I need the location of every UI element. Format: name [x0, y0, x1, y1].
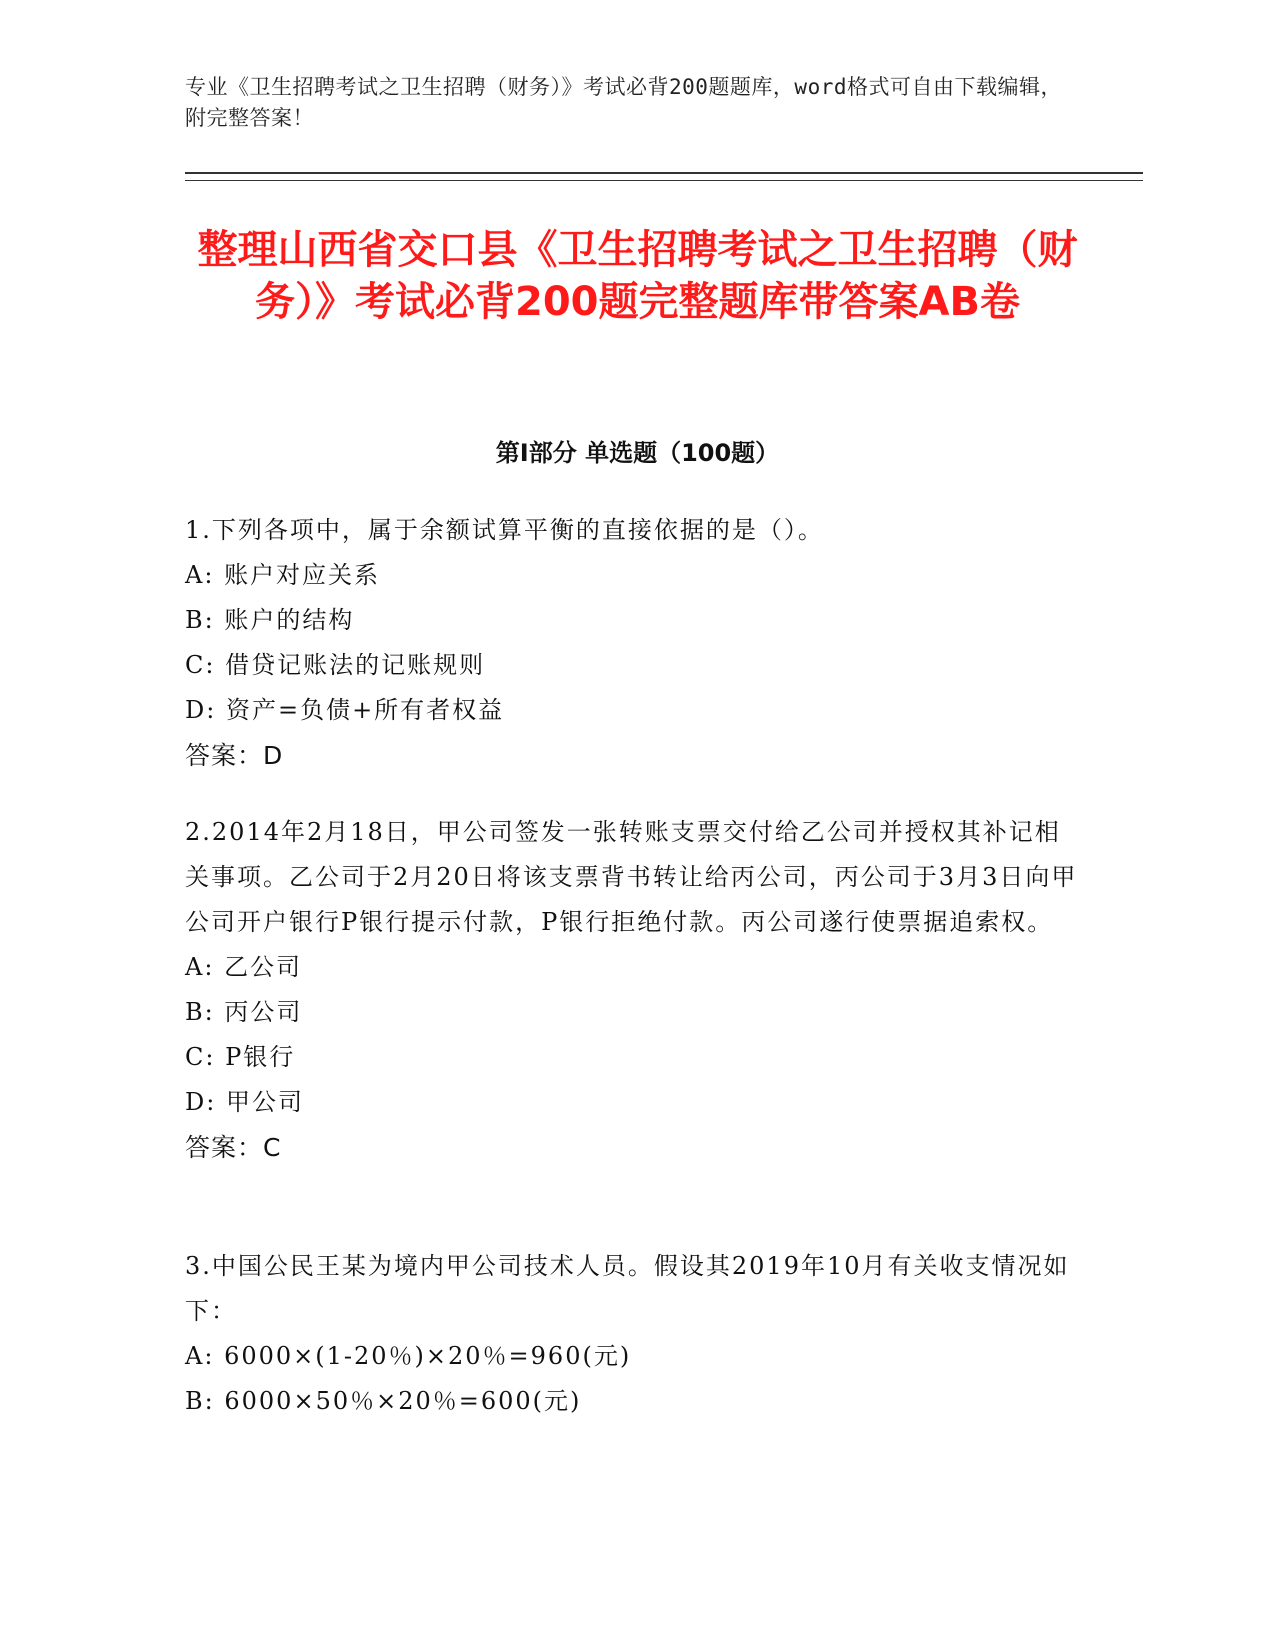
option-label: D:: [185, 696, 217, 724]
question-stem: 3.中国公民王某为境内甲公司技术人员。假设其2019年10月有关收支情况如下：: [185, 1252, 1070, 1325]
option-d: [185, 688, 1085, 733]
option-text: 借贷记账法的记账规则: [225, 651, 486, 679]
option-a: [185, 553, 1085, 598]
option-d: [185, 1080, 1085, 1125]
option-b: [185, 1379, 1085, 1424]
option-label: C:: [185, 651, 216, 679]
question-2: [185, 810, 1085, 1170]
answer-line: [185, 1125, 1085, 1170]
option-text: P银行: [225, 1043, 296, 1071]
option-label: B:: [185, 998, 215, 1026]
option-text: 丙公司: [224, 998, 303, 1026]
option-label: D:: [185, 1088, 217, 1116]
answer-prefix: 答案：: [185, 1133, 264, 1162]
answer-value: C: [263, 1133, 282, 1162]
option-text: 资产=负债+所有者权益: [225, 696, 505, 724]
option-b: [185, 990, 1085, 1035]
option-label: C:: [185, 1043, 216, 1071]
answer-prefix: 答案：: [185, 741, 264, 770]
header-divider-thin: [185, 180, 1143, 181]
option-a: [185, 1334, 1085, 1379]
option-b: [185, 598, 1085, 643]
section-title: 第Ⅰ部分 单选题（100题）: [495, 439, 780, 467]
option-c: [185, 643, 1085, 688]
option-label: B:: [185, 1387, 215, 1415]
answer-value: D: [263, 741, 284, 770]
option-text: 甲公司: [225, 1088, 304, 1116]
option-text: 乙公司: [224, 953, 303, 981]
header-note: 专业《卫生招聘考试之卫生招聘（财务）》考试必背200题题库，word格式可自由下载编辑，附完整答案！: [185, 75, 1062, 130]
option-label: B:: [185, 606, 215, 634]
option-text: 账户对应关系: [224, 561, 381, 589]
header-divider-thick: [185, 172, 1143, 174]
question-3: [185, 1244, 1085, 1424]
option-label: A:: [185, 561, 215, 589]
option-label: A:: [185, 1342, 215, 1370]
option-text: 6000×(1-20％)×20％=960(元): [224, 1342, 632, 1370]
question-stem: 2.2014年2月18日，甲公司签发一张转账支票交付给乙公司并授权其补记相关事项。乙公司于2月20日将该支票背书转让给丙公司，丙公司于3月3日向甲公司开户银行P银行提示付款，P银行拒绝付款。丙公司遂行使票据追索权。: [185, 818, 1078, 936]
option-a: [185, 945, 1085, 990]
option-c: [185, 1035, 1085, 1080]
document-title: 整理山西省交口县《卫生招聘考试之卫生招聘（财务）》考试必背200题完整题库带答案AB卷: [197, 227, 1078, 325]
question-stem: 1.下列各项中，属于余额试算平衡的直接依据的是（）。: [185, 516, 824, 544]
question-1: [185, 508, 1085, 778]
answer-line: [185, 733, 1085, 778]
option-label: A:: [185, 953, 215, 981]
option-text: 6000×50％×20％=600(元): [224, 1387, 582, 1415]
option-text: 账户的结构: [224, 606, 355, 634]
